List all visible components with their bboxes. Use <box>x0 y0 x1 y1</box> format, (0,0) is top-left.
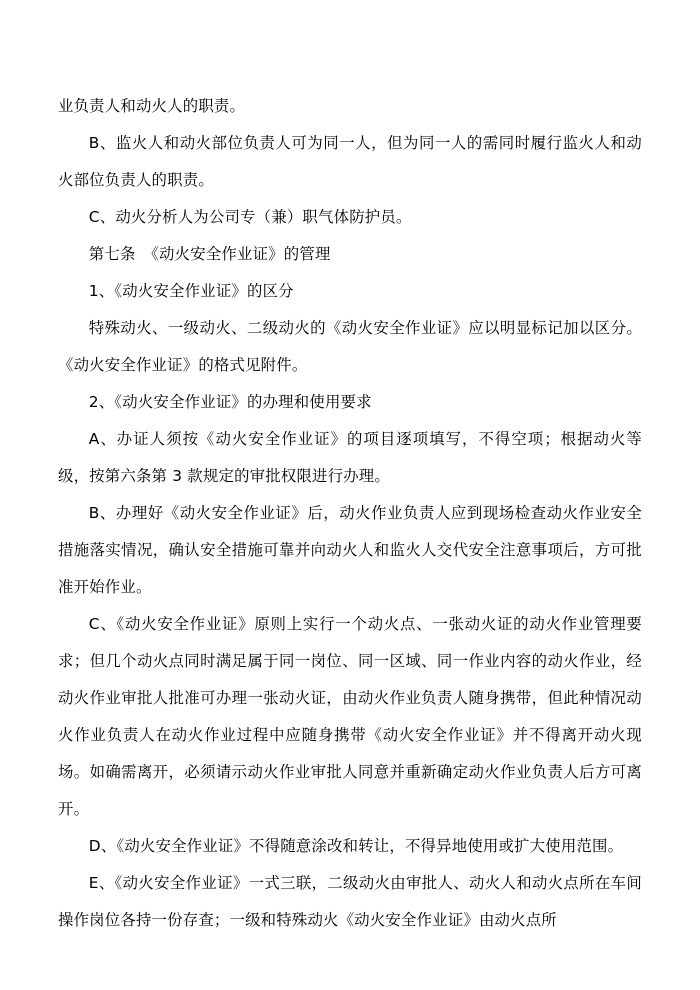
paragraph: B、监火人和动火部位负责人可为同一人，但为同一人的需同时履行监火人和动火部位负责人的职责。 <box>58 134 642 189</box>
paragraph: B、办理好《动火安全作业证》后，动火作业负责人应到现场检查动火作业安全措施落实情况，确认安全措施可靠并向动火人和监火人交代安全注意事项后，方可批准开始作业。 <box>58 504 642 596</box>
paragraph: 业负责人和动火人的职责。 <box>58 97 246 115</box>
paragraph: E、《动火安全作业证》一式三联，二级动火由审批人、动火人和动火点所在车间操作岗位各持一份存查；一级和特殊动火《动火安全作业证》由动火点所 <box>58 874 642 929</box>
paragraph: C、动火分析人为公司专（兼）职气体防护员。 <box>88 208 412 226</box>
paragraph: C、《动火安全作业证》原则上实行一个动火点、一张动火证的动火作业管理要求；但几个动火点同时满足属于同一岗位、同一区域、同一作业内容的动火作业，经动火作业审批人批准可办理一张动火证，由动火作业负责人随身携带，但此种情况动火作业负责人在动火作业过程中应随身携带《动火安全作业证》并不得离开动火现场。如确需离开，必须请示动火作业审批人同意并重新确定动火作业负责人后方可离开。 <box>58 615 642 818</box>
paragraph: 特殊动火、一级动火、二级动火的《动火安全作业证》应以明显标记加以区分。《动火安全作业证》的格式见附件。 <box>58 319 642 374</box>
paragraph: 2、《动火安全作业证》的办理和使用要求 <box>88 393 372 411</box>
paragraph: D、《动火安全作业证》不得随意涂改和转让，不得异地使用或扩大使用范围。 <box>88 837 624 855</box>
paragraph: 1、《动火安全作业证》的区分 <box>88 282 294 300</box>
document-body <box>58 88 642 939</box>
paragraph: A、办证人须按《动火安全作业证》的项目逐项填写，不得空项；根据动火等级，按第六条第 3 款规定的审批权限进行办理。 <box>58 430 642 485</box>
section-heading-article-seven: 第七条 《动火安全作业证》的管理 <box>88 245 331 263</box>
